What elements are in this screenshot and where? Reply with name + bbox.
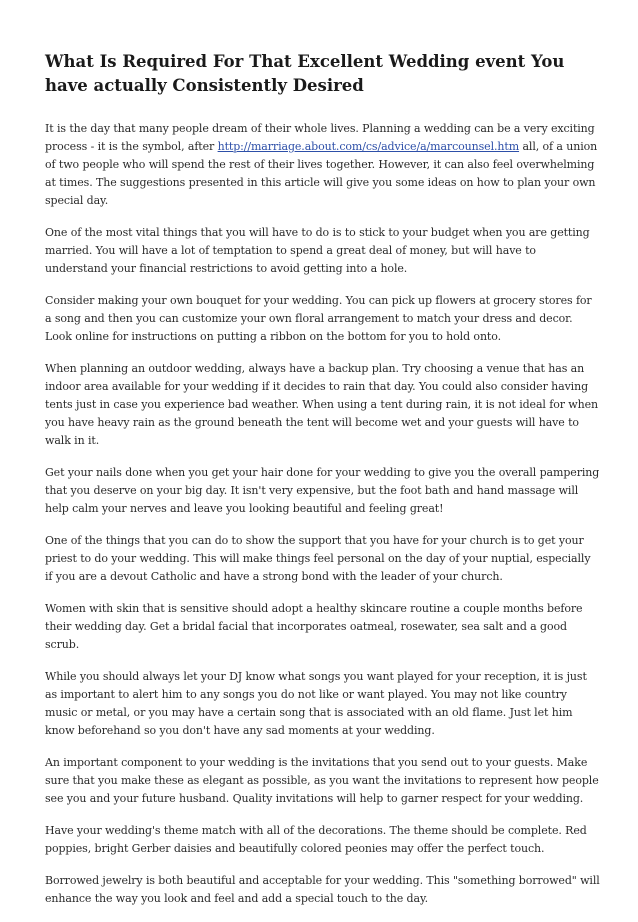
document-title: What Is Required For That Excellent Wedding event You have actually Consistently Desired — [45, 52, 565, 95]
document-page — [45, 50, 601, 922]
paragraph-nails: Get your nails done when you get your hair done for your wedding to give you the overall pampering that you deserve on your big day. It isn't very expensive, but the foot bath and hand massage will help calm your nerves and leave you looking beautiful and feeling great! — [45, 466, 600, 515]
paragraph-dj: While you should always let your DJ know what songs you want played for your reception, it is just as important to alert him to any songs you do not like or want played. You may not like country music or metal, or you may have a certain song that is associated with an old flame. Just let him know beforehand so you don't have any sad moments at your wedding. — [45, 670, 587, 737]
paragraph-invitations: An important component to your wedding is the invitations that you send out to your guests. Make sure that you make these as elegant as possible, as you want the invitations to represent how people see you and your future husband. Quality invitations will help to garner respect for your wedding. — [45, 756, 599, 805]
paragraph-jewelry: Borrowed jewelry is both beautiful and acceptable for your wedding. This "something borrowed" will enhance the way you look and feel and add a special touch to the day. — [45, 874, 600, 905]
paragraph-outdoor-wedding: When planning an outdoor wedding, always have a backup plan. Try choosing a venue that has an indoor area available for your wedding if it decides to rain that day. You could also consider having tents just in case you experience bad weather. When using a tent during rain, it is not ideal for when you have heavy rain as the ground beneath the tent will become wet and your guests will have to walk in it. — [45, 362, 598, 447]
paragraph-theme: Have your wedding's theme match with all of the decorations. The theme should be complete. Red poppies, bright Gerber daisies and beautifully colored peonies may offer the perfect touch. — [45, 824, 587, 855]
paragraph-budget: One of the most vital things that you will have to do is to stick to your budget when you are getting married. You will have a lot of temptation to spend a great deal of money, but will have to understand your financial restrictions to avoid getting into a hole. — [45, 226, 590, 275]
paragraph-bouquet: Consider making your own bouquet for your wedding. You can pick up flowers at grocery stores for a song and then you can customize your own floral arrangement to match your dress and decor. Look online for instructions on putting a ribbon on the bottom for you to hold onto. — [45, 294, 592, 343]
article-link[interactable]: http://marriage.about.com/cs/advice/a/marcounsel.htm — [217, 140, 520, 153]
paragraph-church: One of the things that you can do to show the support that you have for your church is to get your priest to do your wedding. This will make things feel personal on the day of your nuptial, especially if you are a devout Catholic and have a strong bond with the leader of your church. — [45, 534, 591, 583]
intro-paragraph — [45, 120, 601, 210]
intro-text-before-link: It is the day that many people dream of their whole lives. Planning a wedding can be a very exciting process - it is the symbol, after — [45, 122, 595, 153]
paragraph-skincare: Women with skin that is sensitive should adopt a healthy skincare routine a couple months before their wedding day. Get a bridal facial that incorporates oatmeal, rosewater, sea salt and a good scrub. — [45, 602, 583, 651]
intro-text-after-link: all, of a union of two people who will spend the rest of their lives together. However, it can also feel overwhelming at times. The suggestions presented in this article will give you some ideas on how to plan your own special day. — [45, 140, 598, 207]
